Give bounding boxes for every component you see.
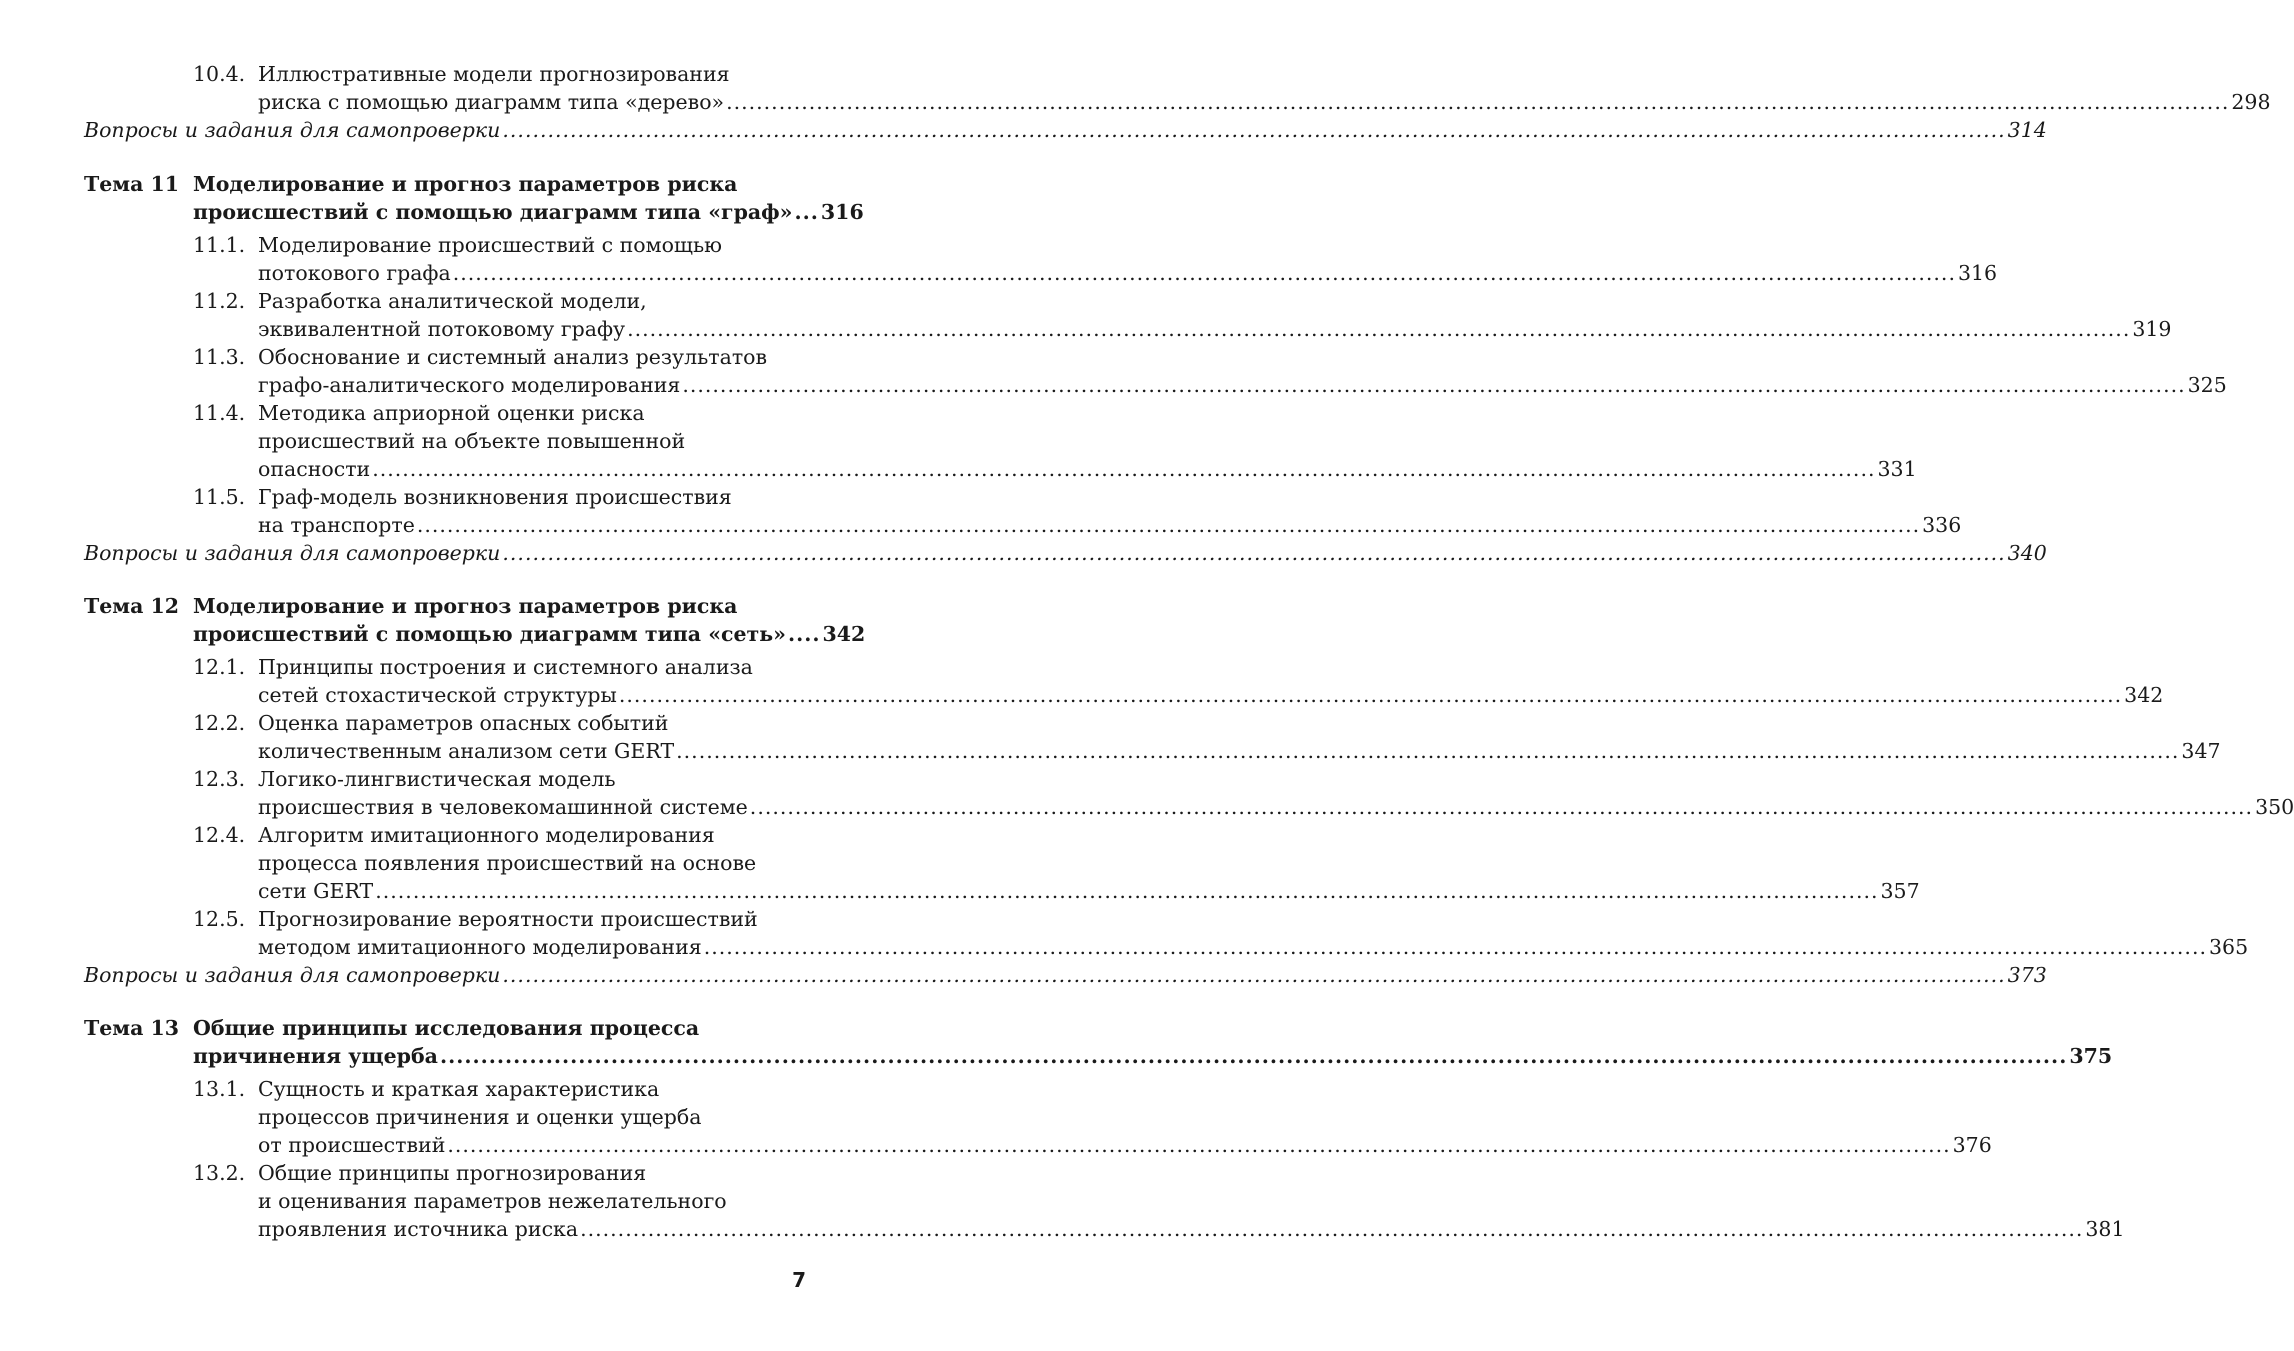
dot-leader: ........................................................................................................................................................................................................ <box>682 373 2186 397</box>
entry-title: Алгоритм имитационного моделирования <box>258 823 715 847</box>
entry-title: Принципы построения и системного анализа <box>258 655 753 679</box>
dot-leader: ........................................................................................................................................................................................................ <box>703 935 2207 959</box>
topic-heading-line <box>193 1042 2113 1070</box>
entry-title: Граф-модель возникновения происшествия <box>258 485 732 509</box>
section-line <box>258 653 805 681</box>
topic-label: Тема 12 <box>84 594 180 618</box>
section-line <box>258 821 805 849</box>
entry-page-number: 325 <box>2187 373 2227 397</box>
section-number: 13.1. <box>193 1077 246 1101</box>
section-line <box>258 765 805 793</box>
section-number: 12.2. <box>193 711 246 735</box>
section-line <box>258 1075 805 1103</box>
entry-title: Обоснование и системный анализ результатов <box>258 345 768 369</box>
entry-title: графо-аналитического моделирования <box>258 373 681 397</box>
section-number: 12.5. <box>193 907 246 931</box>
section-line <box>258 88 2271 116</box>
dot-leader: ........................................................................................................................................................................................................ <box>452 261 1956 285</box>
entry-title: на транспорте <box>258 513 415 537</box>
section-number: 12.4. <box>193 823 246 847</box>
section-number: 10.4. <box>193 62 246 86</box>
section-line <box>258 399 805 427</box>
topic-label: Тема 13 <box>84 1016 180 1040</box>
section-line <box>258 1159 805 1187</box>
entry-page-number: 381 <box>2085 1217 2125 1241</box>
entry-title: причинения ущерба <box>193 1044 438 1068</box>
section-line <box>258 455 1917 483</box>
dot-leader: ........................................................................................................................................................................................................ <box>502 963 2006 987</box>
dot-leader: ........................................................................................................................................................................................................ <box>627 317 2131 341</box>
entry-page-number: 314 <box>2007 118 2047 142</box>
entry-title: количественным анализом сети GERT <box>258 739 675 763</box>
entry-page-number: 316 <box>820 200 864 224</box>
section-line <box>258 737 2221 765</box>
section-line <box>258 287 805 315</box>
entry-title: Моделирование и прогноз параметров риска <box>193 172 738 196</box>
section-line <box>258 933 2249 961</box>
dot-leader: ........................................................................................................................................................................................................ <box>447 1133 1951 1157</box>
entry-title: происшествия в человекомашинной системе <box>258 795 748 819</box>
topic-heading-line <box>193 198 864 226</box>
entry-title: Моделирование происшествий с помощью <box>258 233 723 257</box>
section-line <box>258 427 805 455</box>
entry-title: и оценивания параметров нежелательного <box>258 1189 727 1213</box>
section-number: 11.5. <box>193 485 246 509</box>
dot-leader: .... <box>787 622 821 646</box>
entry-title: Разработка аналитической модели, <box>258 289 647 313</box>
section-line <box>258 1103 805 1131</box>
section-number: 11.1. <box>193 233 246 257</box>
entry-title: происшествий на объекте повышенной <box>258 429 686 453</box>
section-line <box>258 1215 2125 1243</box>
entry-page-number: 331 <box>1877 457 1917 481</box>
entry-page-number: 373 <box>2007 963 2047 987</box>
review-questions-line <box>84 539 2047 567</box>
entry-title: Оценка параметров опасных событий <box>258 711 669 735</box>
section-number: 12.3. <box>193 767 246 791</box>
section-number: 11.2. <box>193 289 246 313</box>
entry-title: Моделирование и прогноз параметров риска <box>193 594 738 618</box>
entry-title: Логико-лингвистическая модель <box>258 767 616 791</box>
review-questions-line <box>84 116 2047 144</box>
dot-leader: ........................................................................................................................................................................................................ <box>375 879 1879 903</box>
dot-leader: ........................................................................................................................................................................................................ <box>618 683 2123 707</box>
section-line <box>258 709 805 737</box>
entry-title: процессов причинения и оценки ущерба <box>258 1105 702 1129</box>
topic-heading-line <box>193 620 866 648</box>
entry-page-number: 316 <box>1957 261 1998 285</box>
section-line <box>258 231 805 259</box>
topic-heading-line <box>193 592 805 620</box>
section-line <box>258 511 1962 539</box>
entry-page-number: 342 <box>2124 683 2164 707</box>
dot-leader: ........................................................................................................................................................................................................ <box>749 795 2254 819</box>
section-line <box>258 371 2227 399</box>
entry-title: происшествий с помощью диаграмм типа «сеть» <box>193 622 786 646</box>
dot-leader: ........................................................................................................................................................................................................ <box>580 1217 2084 1241</box>
entry-title: Прогнозирование вероятности происшествий <box>258 907 758 931</box>
entry-page-number: 376 <box>1952 1133 1992 1157</box>
section-number: 11.3. <box>193 345 246 369</box>
entry-title: сети GERT <box>258 879 374 903</box>
dot-leader: ........................................................................................................................................................................................................ <box>439 1044 2068 1068</box>
entry-title: происшествий с помощью диаграмм типа «граф» <box>193 200 793 224</box>
review-questions-line <box>84 961 2047 989</box>
entry-page-number: 340 <box>2007 541 2047 565</box>
section-number: 11.4. <box>193 401 246 425</box>
entry-page-number: 342 <box>822 622 866 646</box>
section-line <box>258 877 1920 905</box>
section-line <box>258 849 805 877</box>
entry-title: опасности <box>258 457 371 481</box>
section-number: 12.1. <box>193 655 246 679</box>
section-line <box>258 1187 805 1215</box>
entry-page-number: 375 <box>2069 1044 2113 1068</box>
entry-page-number: 357 <box>1880 879 1920 903</box>
entry-page-number: 319 <box>2132 317 2172 341</box>
entry-page-number: 298 <box>2231 90 2271 114</box>
entry-title: потокового графа <box>258 261 451 285</box>
entry-title: Иллюстративные модели прогнозирования <box>258 62 730 86</box>
section-line <box>258 905 805 933</box>
entry-title: Вопросы и задания для самопроверки <box>84 541 501 565</box>
entry-title: Сущность и краткая характеристика <box>258 1077 660 1101</box>
dot-leader: ........................................................................................................................................................................................................ <box>416 513 1921 537</box>
dot-leader: ........................................................................................................................................................................................................ <box>726 90 2230 114</box>
entry-title: Общие принципы исследования процесса <box>193 1016 700 1040</box>
section-line <box>258 259 1998 287</box>
entry-title: методом имитационного моделирования <box>258 935 702 959</box>
section-line <box>258 343 805 371</box>
section-number: 13.2. <box>193 1161 246 1185</box>
topic-heading-line <box>193 1014 805 1042</box>
dot-leader: ........................................................................................................................................................................................................ <box>502 541 2006 565</box>
topic-heading-line <box>193 170 805 198</box>
section-line <box>258 1131 1992 1159</box>
dot-leader: ........................................................................................................................................................................................................ <box>502 118 2006 142</box>
section-line <box>258 60 805 88</box>
entry-title: от происшествий <box>258 1133 446 1157</box>
entry-title: Общие принципы прогнозирования <box>258 1161 647 1185</box>
topic-label: Тема 11 <box>84 172 180 196</box>
entry-title: Вопросы и задания для самопроверки <box>84 118 501 142</box>
entry-page-number: 347 <box>2181 739 2221 763</box>
entry-title: Вопросы и задания для самопроверки <box>84 963 501 987</box>
section-line <box>258 315 2172 343</box>
dot-leader: ........................................................................................................................................................................................................ <box>676 739 2180 763</box>
entry-title: Методика априорной оценки риска <box>258 401 645 425</box>
entry-title: сетей стохастической структуры <box>258 683 617 707</box>
section-line <box>258 681 2164 709</box>
entry-page-number: 336 <box>1922 513 1962 537</box>
section-line <box>258 483 805 511</box>
entry-page-number: 365 <box>2208 935 2249 959</box>
entry-title: эквивалентной потоковому графу <box>258 317 626 341</box>
entry-title: проявления источника риска <box>258 1217 579 1241</box>
entry-title: процесса появления происшествий на основе <box>258 851 757 875</box>
page-number: 7 <box>792 1268 806 1292</box>
dot-leader: ........................................................................................................................................................................................................ <box>372 457 1876 481</box>
entry-title: риска с помощью диаграмм типа «дерево» <box>258 90 725 114</box>
section-line <box>258 793 2294 821</box>
dot-leader: ... <box>794 200 819 224</box>
entry-page-number: 350 <box>2255 795 2294 819</box>
